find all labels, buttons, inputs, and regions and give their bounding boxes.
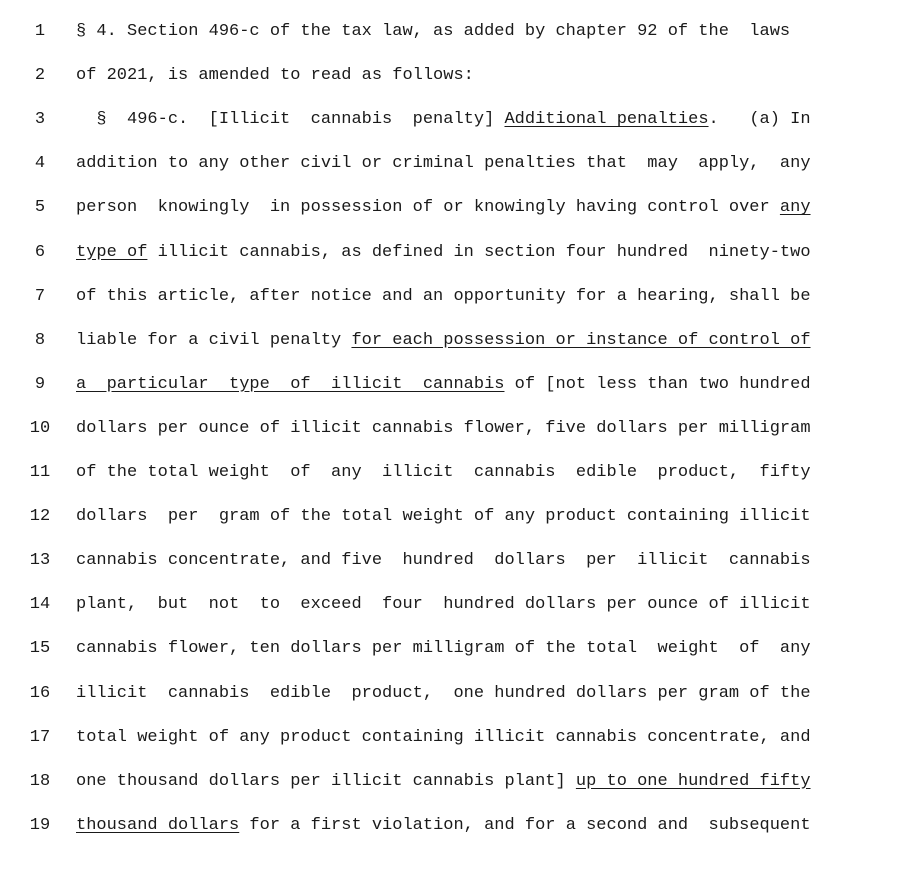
line-text xyxy=(76,728,872,748)
line-number: 15 xyxy=(29,639,51,659)
document-line xyxy=(0,411,898,455)
document-line xyxy=(0,587,898,631)
text-segment: § 4. Section 496-c of the tax law, as added by chapter 92 of the laws xyxy=(76,22,791,41)
line-number: 16 xyxy=(29,683,51,703)
line-number: 13 xyxy=(29,551,51,571)
line-number: 18 xyxy=(29,771,51,791)
line-number: 11 xyxy=(29,463,51,482)
line-number: 8 xyxy=(34,330,46,350)
inserted-text: Additional penalties xyxy=(504,110,709,130)
line-text xyxy=(76,551,872,571)
document-line xyxy=(0,764,898,808)
inserted-text: up to one hundred fifty xyxy=(575,771,811,791)
inserted-text: any xyxy=(779,198,811,218)
line-number: 5 xyxy=(34,198,46,218)
text-segment: cannabis concentrate, and five hundred dollars per illicit cannabis xyxy=(76,551,811,571)
document-line xyxy=(0,190,898,234)
text-segment: of this article, after notice and an opportunity for a hearing, shall be xyxy=(76,286,811,306)
inserted-text: a particular type of illicit cannabis xyxy=(76,374,505,394)
text-segment: § 496-c. [Illicit cannabis penalty] xyxy=(76,110,505,130)
text-segment: dollars per gram of the total weight of any product containing illicit xyxy=(76,507,811,527)
line-text xyxy=(76,154,872,174)
line-text xyxy=(76,507,872,527)
line-text xyxy=(76,639,872,659)
document-line xyxy=(0,499,898,543)
line-number: 4 xyxy=(34,154,46,174)
text-segment: of [not less than two hundred xyxy=(504,374,811,394)
line-number: 3 xyxy=(34,110,46,130)
line-text xyxy=(76,66,872,86)
text-segment: addition to any other civil or criminal penalties that may apply, any xyxy=(76,154,811,174)
line-number: 9 xyxy=(34,374,46,394)
line-text xyxy=(76,375,872,395)
document-line xyxy=(0,279,898,323)
text-segment: illicit cannabis edible product, one hundred dollars per gram of the xyxy=(76,683,811,703)
line-text xyxy=(76,110,872,130)
line-number: 19 xyxy=(29,815,51,835)
line-text xyxy=(76,463,872,483)
document-line xyxy=(0,676,898,720)
line-number: 12 xyxy=(29,507,51,527)
document-line xyxy=(0,146,898,190)
document-line xyxy=(0,543,898,587)
line-number: 1 xyxy=(34,22,46,41)
line-number: 14 xyxy=(29,595,51,615)
document-line xyxy=(0,367,898,411)
line-text xyxy=(76,243,872,263)
document-line xyxy=(0,14,898,58)
line-number: 2 xyxy=(34,66,46,86)
line-text xyxy=(76,772,872,792)
text-segment: . (a) In xyxy=(708,110,811,130)
line-text xyxy=(76,419,872,439)
line-text xyxy=(76,331,872,351)
line-number: 6 xyxy=(34,242,46,262)
text-segment: dollars per ounce of illicit cannabis flower, five dollars per milligram xyxy=(76,418,811,438)
document-line xyxy=(0,58,898,102)
text-segment: liable for a civil penalty xyxy=(76,330,352,350)
text-segment: of the total weight of any illicit cannabis edible product, fifty xyxy=(76,463,811,482)
line-number: 7 xyxy=(34,286,46,306)
text-segment: one thousand dollars per illicit cannabis plant] xyxy=(76,771,576,791)
document-line xyxy=(0,455,898,499)
text-segment: cannabis flower, ten dollars per milligram of the total weight of any xyxy=(76,639,811,659)
line-number: 10 xyxy=(29,418,51,438)
text-segment: illicit cannabis, as defined in section four hundred ninety-two xyxy=(147,242,811,262)
inserted-text: type of xyxy=(76,242,148,262)
document-line xyxy=(0,235,898,279)
line-text xyxy=(76,816,872,836)
text-segment: for a first violation, and for a second and subsequent xyxy=(239,815,811,835)
line-text xyxy=(76,198,872,218)
line-text xyxy=(76,684,872,704)
cut-off-line xyxy=(0,862,898,873)
line-text xyxy=(76,22,872,42)
line-text xyxy=(76,287,872,307)
document-line xyxy=(0,323,898,367)
text-segment: total weight of any product containing illicit cannabis concentrate, and xyxy=(76,727,811,747)
text-segment: plant, but not to exceed four hundred dollars per ounce of illicit xyxy=(76,595,811,615)
document-line xyxy=(0,808,898,852)
document-line xyxy=(0,102,898,146)
document-line xyxy=(0,720,898,764)
line-text xyxy=(76,595,872,615)
document-line xyxy=(0,631,898,675)
text-segment: of 2021, is amended to read as follows: xyxy=(76,66,474,86)
line-number: 17 xyxy=(29,727,51,747)
text-segment: person knowingly in possession of or knowingly having control over xyxy=(76,198,780,218)
inserted-text: for each possession or instance of control of xyxy=(351,330,811,350)
inserted-text: thousand dollars xyxy=(76,815,240,835)
